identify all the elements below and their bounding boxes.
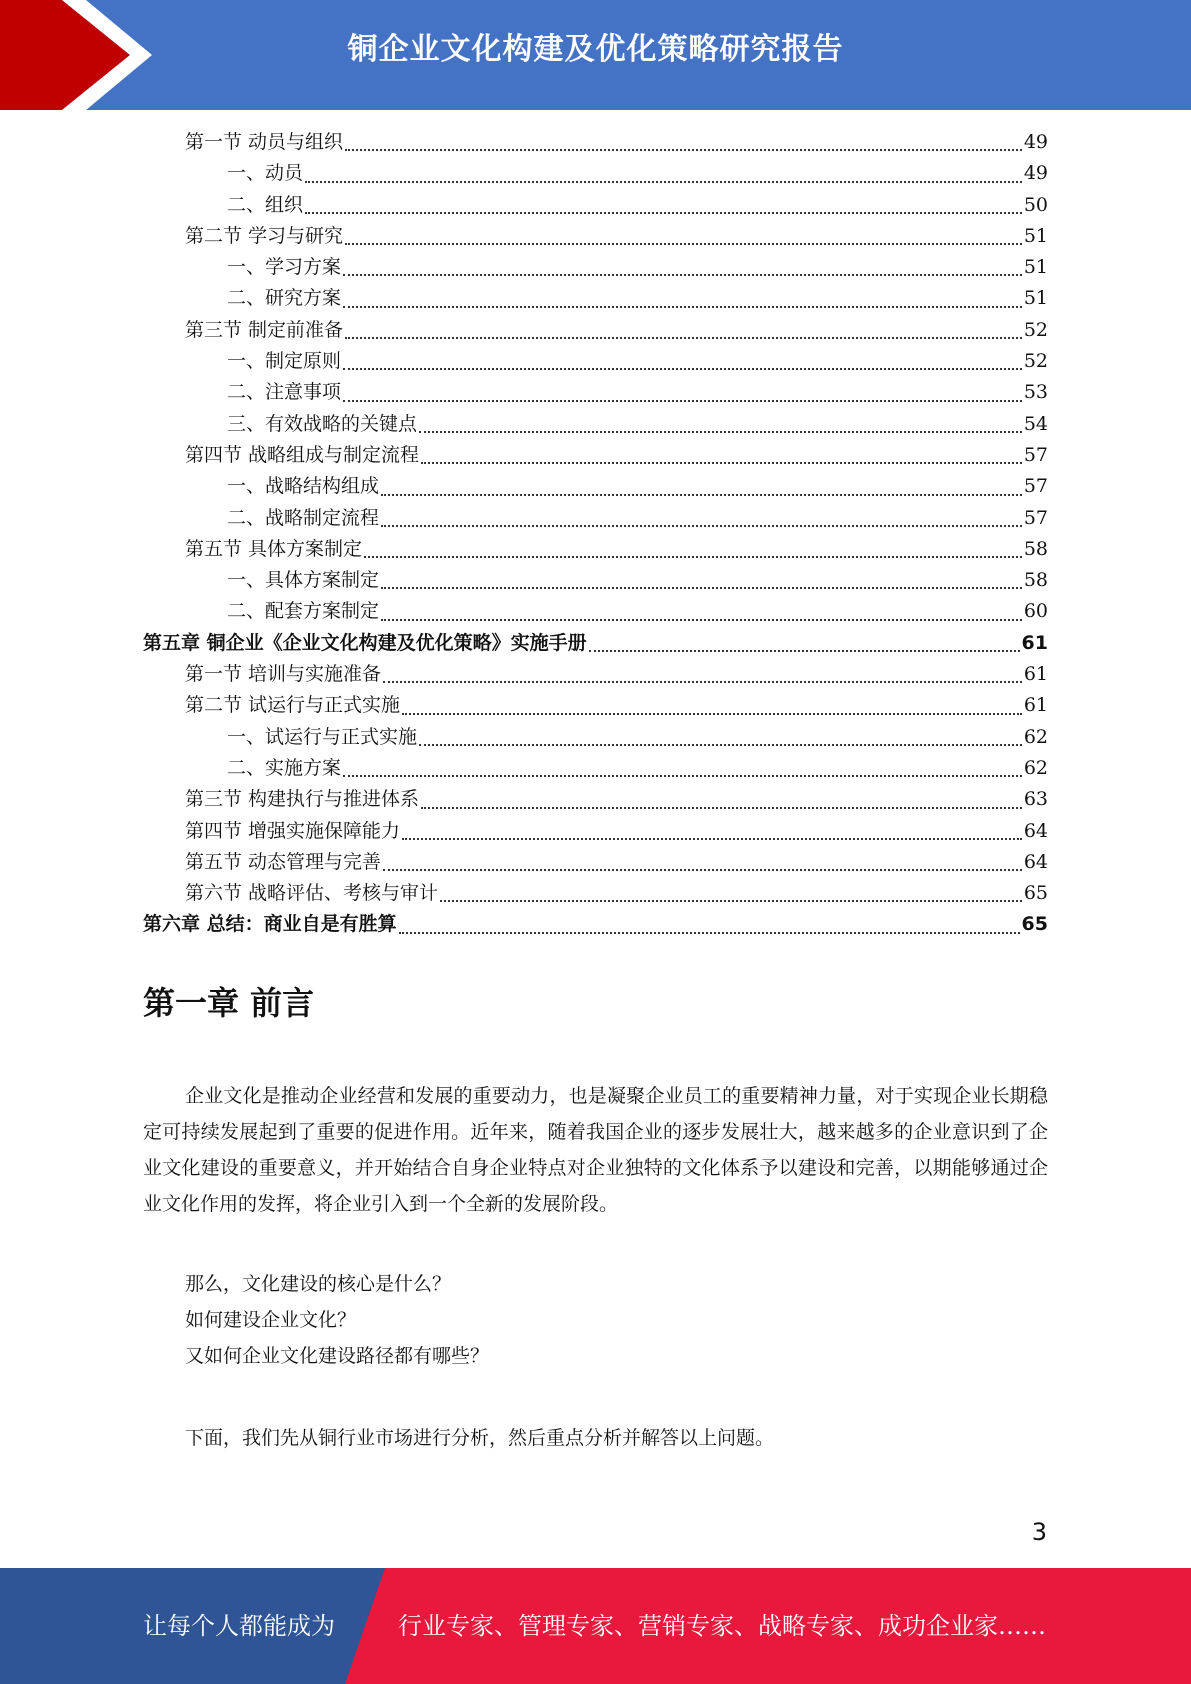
toc-section-entry[interactable] <box>143 440 1048 471</box>
toc-chapter-entry[interactable] <box>143 628 1048 659</box>
toc-dot-leader <box>383 869 1022 871</box>
toc-entry-page: 49 <box>1023 131 1048 153</box>
toc-section-entry[interactable] <box>143 315 1048 346</box>
toc-entry-page: 57 <box>1023 443 1048 466</box>
toc-entry-label: 第一节 培训与实施准备 <box>185 663 382 686</box>
toc-entry-label: 一、学习方案 <box>227 256 342 279</box>
toc-entry-page: 57 <box>1023 475 1048 498</box>
toc-dot-leader <box>402 838 1022 840</box>
toc-dot-leader <box>381 525 1022 527</box>
toc-entry-page: 50 <box>1023 193 1048 216</box>
toc-subsection-entry[interactable] <box>143 503 1048 534</box>
toc-section-entry[interactable] <box>143 690 1048 721</box>
toc-entry-label: 第三节 构建执行与推进体系 <box>185 788 420 811</box>
toc-dot-leader <box>345 337 1022 339</box>
page-number: 3 <box>1031 1518 1047 1546</box>
toc-section-entry[interactable] <box>143 221 1048 252</box>
toc-entry-label: 一、试运行与正式实施 <box>227 725 418 748</box>
toc-entry-label: 二、战略制定流程 <box>227 506 380 529</box>
toc-entry-label: 第五节 具体方案制定 <box>185 537 363 560</box>
toc-subsection-entry[interactable] <box>143 190 1048 221</box>
toc-subsection-entry[interactable] <box>143 377 1048 408</box>
toc-entry-page: 53 <box>1023 381 1048 404</box>
toc-entry-label: 一、具体方案制定 <box>227 569 380 592</box>
toc-dot-leader <box>381 494 1022 496</box>
toc-dot-leader <box>343 775 1022 777</box>
toc-entry-label: 二、配套方案制定 <box>227 600 380 623</box>
table-of-contents <box>143 127 1048 941</box>
toc-entry-page: 51 <box>1023 256 1048 279</box>
question-item: 如何建设企业文化？ <box>185 1309 357 1331</box>
toc-dot-leader <box>305 181 1022 183</box>
toc-entry-page: 65 <box>1021 913 1048 936</box>
toc-entry-label: 三、有效战略的关键点 <box>227 412 418 435</box>
toc-dot-leader <box>421 807 1022 809</box>
toc-entry-page: 62 <box>1023 756 1048 779</box>
toc-entry-page: 54 <box>1023 412 1048 435</box>
toc-subsection-entry[interactable] <box>143 409 1048 440</box>
toc-entry-label: 第四节 战略组成与制定流程 <box>185 443 420 466</box>
toc-entry-page: 65 <box>1023 882 1048 905</box>
toc-section-entry[interactable] <box>143 847 1048 878</box>
page-header <box>0 0 1191 110</box>
toc-entry-page: 60 <box>1023 600 1048 623</box>
toc-subsection-entry[interactable] <box>143 596 1048 627</box>
toc-entry-page: 49 <box>1023 162 1048 185</box>
closing-paragraph: 下面，我们先从铜行业市场进行分析，然后重点分析并解答以上问题。 <box>185 1427 775 1449</box>
toc-dot-leader <box>305 212 1022 214</box>
toc-subsection-entry[interactable] <box>143 346 1048 377</box>
toc-dot-leader <box>381 619 1022 621</box>
toc-entry-label: 一、战略结构组成 <box>227 475 380 498</box>
toc-section-entry[interactable] <box>143 534 1048 565</box>
toc-entry-page: 51 <box>1023 224 1048 247</box>
toc-entry-page: 52 <box>1023 318 1048 341</box>
toc-dot-leader <box>421 462 1022 464</box>
toc-dot-leader <box>343 306 1022 308</box>
toc-entry-label: 第二节 学习与研究 <box>185 224 344 247</box>
toc-dot-leader <box>343 368 1022 370</box>
toc-entry-label: 第四节 增强实施保障能力 <box>185 819 401 842</box>
question-list <box>143 1266 1090 1374</box>
toc-subsection-entry[interactable] <box>143 158 1048 189</box>
toc-entry-page: 61 <box>1023 663 1048 686</box>
footer-slogan-left: 让每个人都能成为 <box>143 1612 335 1640</box>
toc-entry-page: 58 <box>1023 569 1048 592</box>
toc-entry-page: 58 <box>1023 537 1048 560</box>
toc-entry-page: 51 <box>1023 287 1048 310</box>
toc-entry-label: 第六章 总结：商业自是有胜算 <box>143 913 397 936</box>
footer-slogan-right: 行业专家、管理专家、营销专家、战略专家、成功企业家…… <box>398 1612 1046 1640</box>
toc-dot-leader <box>399 932 1020 934</box>
page-footer <box>0 1568 1191 1684</box>
toc-dot-leader <box>364 556 1022 558</box>
toc-dot-leader <box>383 681 1022 683</box>
toc-entry-label: 一、制定原则 <box>227 350 342 373</box>
toc-entry-label: 第二节 试运行与正式实施 <box>185 694 401 717</box>
toc-entry-page: 61 <box>1023 694 1048 717</box>
toc-entry-page: 64 <box>1023 850 1048 873</box>
toc-dot-leader <box>345 149 1022 151</box>
toc-subsection-entry[interactable] <box>143 283 1048 314</box>
toc-section-entry[interactable] <box>143 784 1048 815</box>
toc-entry-label: 第五章 铜企业《企业文化构建及优化策略》实施手册 <box>143 631 587 654</box>
toc-dot-leader <box>345 243 1022 245</box>
toc-dot-leader <box>419 744 1022 746</box>
toc-entry-page: 62 <box>1023 725 1048 748</box>
chapter-heading: 第一章 前言 <box>143 984 315 1022</box>
toc-section-entry[interactable] <box>143 659 1048 690</box>
toc-entry-label: 第五节 动态管理与完善 <box>185 850 382 873</box>
toc-section-entry[interactable] <box>143 127 1048 158</box>
toc-entry-label: 二、实施方案 <box>227 756 342 779</box>
toc-entry-label: 二、组织 <box>227 193 304 216</box>
toc-entry-label: 二、研究方案 <box>227 287 342 310</box>
toc-section-entry[interactable] <box>143 878 1048 909</box>
intro-paragraph: 企业文化是推动企业经营和发展的重要动力，也是凝聚企业员工的重要精神力量，对于实现企业长期稳定可持续发展起到了重要的促进作用。近年来，随着我国企业的逐步发展壮大，越来越多的企业意识到了企业文化建设的重要意义，并开始结合自身企业特点对企业独特的文化体系予以建设和完善，以期能够通过企业文化作用的发挥，将企业引入到一个全新的发展阶段。 <box>143 1085 1048 1215</box>
toc-entry-page: 57 <box>1023 506 1048 529</box>
toc-dot-leader <box>589 650 1020 652</box>
toc-section-entry[interactable] <box>143 816 1048 847</box>
toc-entry-page: 64 <box>1023 819 1048 842</box>
toc-entry-label: 第一节 动员与组织 <box>185 131 344 153</box>
toc-chapter-entry[interactable] <box>143 909 1048 940</box>
toc-dot-leader <box>440 900 1022 902</box>
toc-subsection-entry[interactable] <box>143 471 1048 502</box>
toc-entry-page: 52 <box>1023 350 1048 373</box>
toc-subsection-entry[interactable] <box>143 565 1048 596</box>
question-item: 又如何企业文化建设路径都有哪些？ <box>185 1345 490 1367</box>
toc-subsection-entry[interactable] <box>143 753 1048 784</box>
report-title: 铜企业文化构建及优化策略研究报告 <box>347 32 844 67</box>
question-item: 那么，文化建设的核心是什么？ <box>185 1273 452 1295</box>
toc-entry-page: 61 <box>1021 631 1048 654</box>
toc-subsection-entry[interactable] <box>143 722 1048 753</box>
toc-subsection-entry[interactable] <box>143 252 1048 283</box>
toc-entry-label: 第三节 制定前准备 <box>185 318 344 341</box>
toc-dot-leader <box>402 713 1022 715</box>
toc-dot-leader <box>381 587 1022 589</box>
toc-entry-label: 二、注意事项 <box>227 381 342 404</box>
toc-dot-leader <box>343 274 1022 276</box>
toc-dot-leader <box>419 431 1022 433</box>
toc-entry-label: 一、动员 <box>227 162 304 185</box>
toc-entry-label: 第六节 战略评估、考核与审计 <box>185 882 439 905</box>
toc-entry-page: 63 <box>1023 788 1048 811</box>
toc-dot-leader <box>343 400 1022 402</box>
